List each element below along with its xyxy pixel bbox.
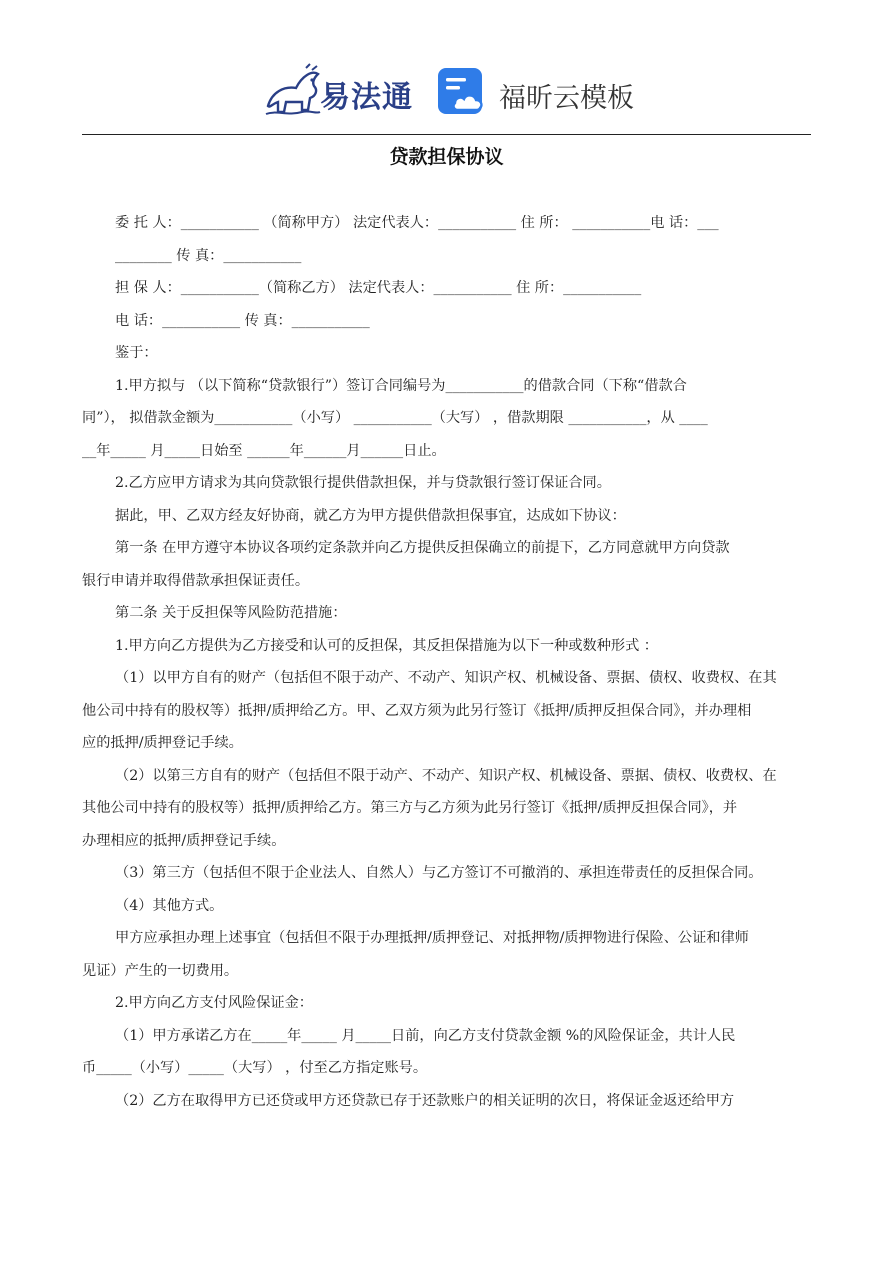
text-line: 据此，甲、乙双方经友好协商，就乙方为甲方提供借款担保事宜，达成如下协议： [115,507,626,524]
text-line: 1.甲方向乙方提供为乙方接受和认可的反担保，其反担保措施为以下一种或数种形式 ： [115,637,658,654]
yifatong-logo [262,62,412,120]
text-line: （2）以第三方自有的财产（包括但不限于动产、不动产、知识产权、机械设备、票据、债权、收费权、在 [115,767,777,784]
document-body [82,207,811,1117]
text-line: 同”）， 拟借款金额为___________（小写） ___________（大写） ，借款期限 ___________，从 ____ [82,410,708,426]
text-line: （1）以甲方自有的财产（包括但不限于动产、不动产、知识产权、机械设备、票据、债权、收费权、在其 [115,670,777,686]
text-line: （4）其他方式。 [115,897,224,914]
qilin-icon [262,62,324,120]
text-line: 银行申请并取得借款承担保证责任。 [82,572,310,589]
text-line: 甲方应承担办理上述事宜（包括但不限于办理抵押/质押登记、对抵押物/质押物进行保险、公证和律师 [115,930,749,946]
text-line: 第一条 在甲方遵守本协议各项约定条款并向乙方提供反担保确立的前提下，乙方同意就甲方向贷款 [115,540,730,556]
text-line: （1）甲方承诺乙方在_____年_____ 月_____日前，向乙方支付贷款金额 %的风险保证金，共计人民 [115,1027,736,1044]
text-line: 应的抵押/质押登记手续。 [82,735,243,751]
text-line: 2.乙方应甲方请求为其向贷款银行提供借款担保，并与贷款银行签订保证合同。 [115,475,611,491]
text-line: 币_____（小写）_____（大写） ，付至乙方指定账号。 [82,1060,428,1076]
text-line: 他公司中持有的股权等）抵押/质押给乙方。甲、乙双方须为此另行签订《抵押/质押反担保合同》，并办理相 [82,702,752,719]
text-line: 其他公司中持有的股权等）抵押/质押给乙方。第三方与乙方须为此另行签订《抵押/质押反担保合同》，并 [82,800,738,816]
logo-right-text: 福昕云模板 [499,83,634,114]
text-line: 电 话：___________ 传 真：___________ [115,312,370,329]
text-line: （2）乙方在取得甲方已还贷或甲方还贷款已存于还款账户的相关证明的次日，将保证金返还给甲方 [115,1092,735,1109]
text-line: （3）第三方（包括但不限于企业法人、自然人）与乙方签订不可撤消的、承担连带责任的反担保合同。 [115,865,763,881]
page-header [0,58,893,128]
text-line: 见证）产生的一切费用。 [82,962,239,979]
text-line: 鉴于： [115,345,158,361]
text-line: __年_____ 月_____日始至 ______年______月______日止。 [82,442,446,459]
text-line: 1.甲方拟与 （以下简称“贷款银行”）签订合同编号为___________的借款合同（下称“借款合 [115,377,687,394]
logo-left-text: 易法通 [320,80,413,115]
text-line: 2.甲方向乙方支付风险保证金： [115,995,313,1011]
text-line: 办理相应的抵押/质押登记手续。 [82,832,286,849]
foxit-cloud-template-logo [436,66,636,118]
text-line: 担 保 人：___________（简称乙方） 法定代表人：___________ 住 所：___________ [115,280,642,296]
text-line: 委 托 人：___________ （简称甲方） 法定代表人：___________ 住 所： ___________电 话：___ [115,215,719,231]
text-line: ________ 传 真：___________ [115,247,302,264]
header-divider [82,134,811,135]
document-title: 贷款担保协议 [389,146,504,168]
cloud-document-icon [436,66,490,118]
text-line: 第二条 关于反担保等风险防范措施： [115,605,347,621]
